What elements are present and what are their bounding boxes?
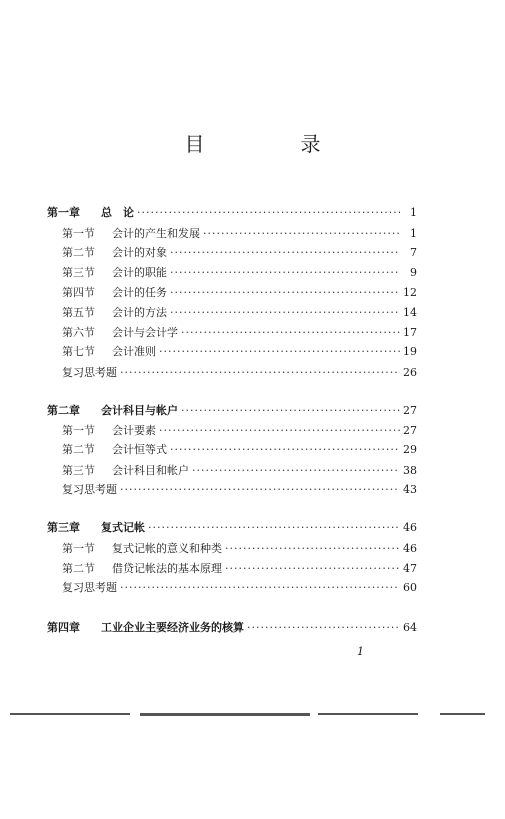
toc-section-row [62,326,417,340]
toc-section-row [62,366,417,380]
toc-entry-number: 第一节 [62,227,95,240]
page-title: 目 录 [184,132,359,156]
toc-entry-title: 会计的方法 [112,306,167,319]
toc-leader-dots [247,621,400,635]
toc-leader-dots [170,246,400,260]
toc-entry-title: 会计的对象 [112,246,167,259]
toc-entry-page: 1 [410,227,417,240]
toc-section-row [62,542,417,556]
toc-leader-dots [159,345,400,359]
toc-entry-number: 第一节 [62,542,95,555]
toc-section-row [62,306,417,320]
toc-entry-page: 12 [403,286,417,299]
toc-section-row [62,424,417,438]
toc-leader-dots [170,443,400,457]
toc-entry-title: 复式记帐 [101,521,145,534]
toc-entry-number: 第一章 [47,206,80,219]
toc-leader-dots [181,326,400,340]
page-number: 1 [357,645,364,658]
toc-entry-title: 总 论 [101,206,134,219]
toc-entry-title: 会计科目和帐户 [112,464,189,477]
toc-entry-title: 复习思考题 [62,483,117,496]
toc-entry-page: 38 [403,464,417,477]
bottom-rule-left [10,713,130,715]
toc-entry-number: 第五节 [62,306,95,319]
toc-entry-title: 借贷记帐法的基本原理 [112,562,222,575]
toc-entry-title: 会计的产生和发展 [112,227,200,240]
toc-entry-page: 47 [403,562,417,575]
toc-chapter-row [47,521,417,535]
toc-section-row [62,345,417,359]
toc-leader-dots [181,404,400,418]
toc-entry-title: 会计的任务 [112,286,167,299]
toc-entry-number: 第二节 [62,562,95,575]
bottom-rule-middle [140,713,310,716]
toc-entry-number: 第一节 [62,424,95,437]
toc-entry-page: 46 [403,521,417,534]
toc-entry-page: 27 [403,404,417,417]
toc-entry-number: 第六节 [62,326,95,339]
toc-section-row [62,246,417,260]
toc-entry-title: 会计要素 [112,424,156,437]
toc-entry-page: 27 [403,424,417,437]
toc-section-row [62,286,417,300]
toc-entry-title: 工业企业主要经济业务的核算 [101,621,244,634]
toc-section-row [62,464,417,478]
toc-section-row [62,443,417,457]
toc-entry-page: 17 [403,326,417,339]
toc-entry-title: 会计科目与帐户 [101,404,178,417]
toc-leader-dots [170,266,400,280]
toc-leader-dots [225,562,400,576]
toc-chapter-row [47,206,417,220]
toc-leader-dots [120,366,400,380]
toc-entry-page: 46 [403,542,417,555]
toc-entry-number: 第三节 [62,266,95,279]
toc-entry-number: 第四章 [47,621,80,634]
toc-leader-dots [159,424,400,438]
toc-entry-number: 第二章 [47,404,80,417]
toc-entry-page: 9 [410,266,417,279]
toc-entry-title: 复习思考题 [62,366,117,379]
toc-entry-title: 复习思考题 [62,581,117,594]
toc-entry-title: 复式记帐的意义和种类 [112,542,222,555]
toc-leader-dots [120,581,400,595]
toc-entry-page: 19 [403,345,417,358]
toc-leader-dots [120,483,400,497]
toc-entry-page: 29 [403,443,417,456]
toc-entry-number: 第三章 [47,521,80,534]
toc-entry-page: 1 [410,206,417,219]
toc-chapter-row [47,621,417,635]
toc-entry-number: 第二节 [62,443,95,456]
toc-entry-title: 会计准则 [112,345,156,358]
toc-section-row [62,266,417,280]
bottom-rule-end [440,713,485,715]
toc-leader-dots [148,521,400,535]
toc-entry-number: 第三节 [62,464,95,477]
toc-entry-page: 7 [410,246,417,259]
toc-entry-page: 14 [403,306,417,319]
toc-entry-page: 64 [403,621,417,634]
toc-leader-dots [192,464,400,478]
bottom-rule-right [318,713,418,715]
toc-entry-title: 会计恒等式 [112,443,167,456]
toc-entry-title: 会计与会计学 [112,326,178,339]
toc-entry-page: 26 [403,366,417,379]
toc-leader-dots [170,306,400,320]
toc-entry-page: 43 [403,483,417,496]
toc-section-row [62,483,417,497]
toc-entry-number: 第四节 [62,286,95,299]
toc-entry-number: 第七节 [62,345,95,358]
toc-chapter-row [47,404,417,418]
toc-entry-page: 60 [403,581,417,594]
toc-leader-dots [170,286,400,300]
toc-entry-title: 会计的职能 [112,266,167,279]
toc-section-row [62,227,417,241]
toc-leader-dots [225,542,400,556]
toc-section-row [62,581,417,595]
toc-leader-dots [137,206,400,220]
toc-leader-dots [203,227,400,241]
toc-entry-number: 第二节 [62,246,95,259]
toc-section-row [62,562,417,576]
